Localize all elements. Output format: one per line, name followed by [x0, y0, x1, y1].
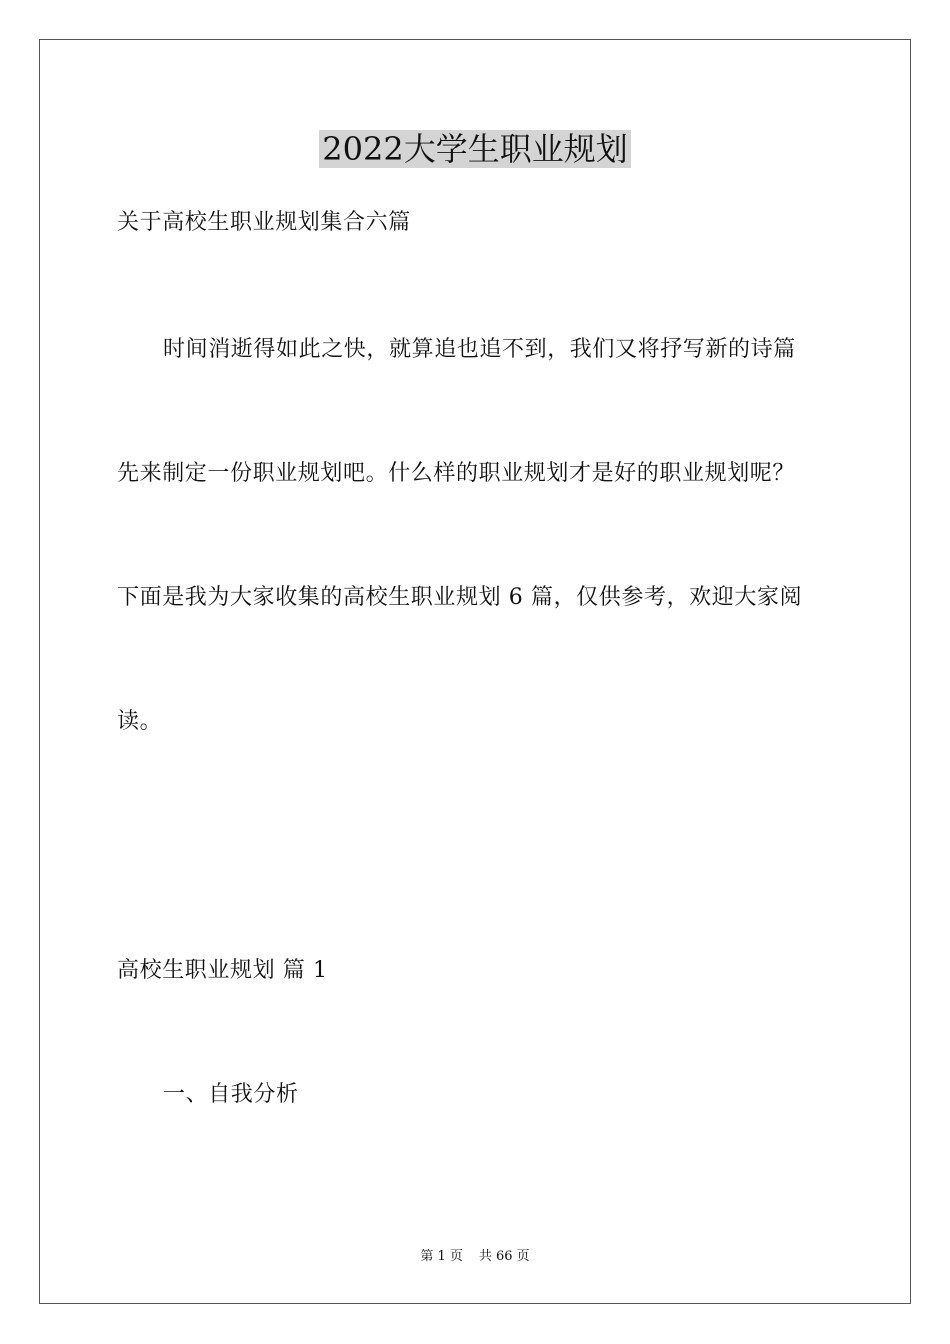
- paragraph-line-3: 下面是我为大家收集的高校生职业规划 6 篇，仅供参考，欢迎大家阅: [117, 585, 803, 610]
- document-title: [0, 124, 950, 174]
- page-total: 共 66 页: [478, 1249, 530, 1264]
- paragraph-line-2: 先来制定一份职业规划吧。什么样的职业规划才是好的职业规划呢？: [117, 461, 796, 486]
- document-subtitle: 关于高校生职业规划集合六篇: [117, 210, 411, 235]
- page-number: 第 1 页: [420, 1249, 463, 1264]
- document-title-text: 2022大学生职业规划: [319, 130, 630, 168]
- subsection-heading: 一、自我分析: [163, 1082, 299, 1107]
- page-footer: [0, 1248, 950, 1266]
- section-heading: 高校生职业规划 篇 1: [117, 958, 328, 983]
- paragraph-line-1: 时间消逝得如此之快，就算追也追不到，我们又将抒写新的诗篇: [163, 337, 796, 362]
- paragraph-line-4: 读。: [117, 709, 163, 734]
